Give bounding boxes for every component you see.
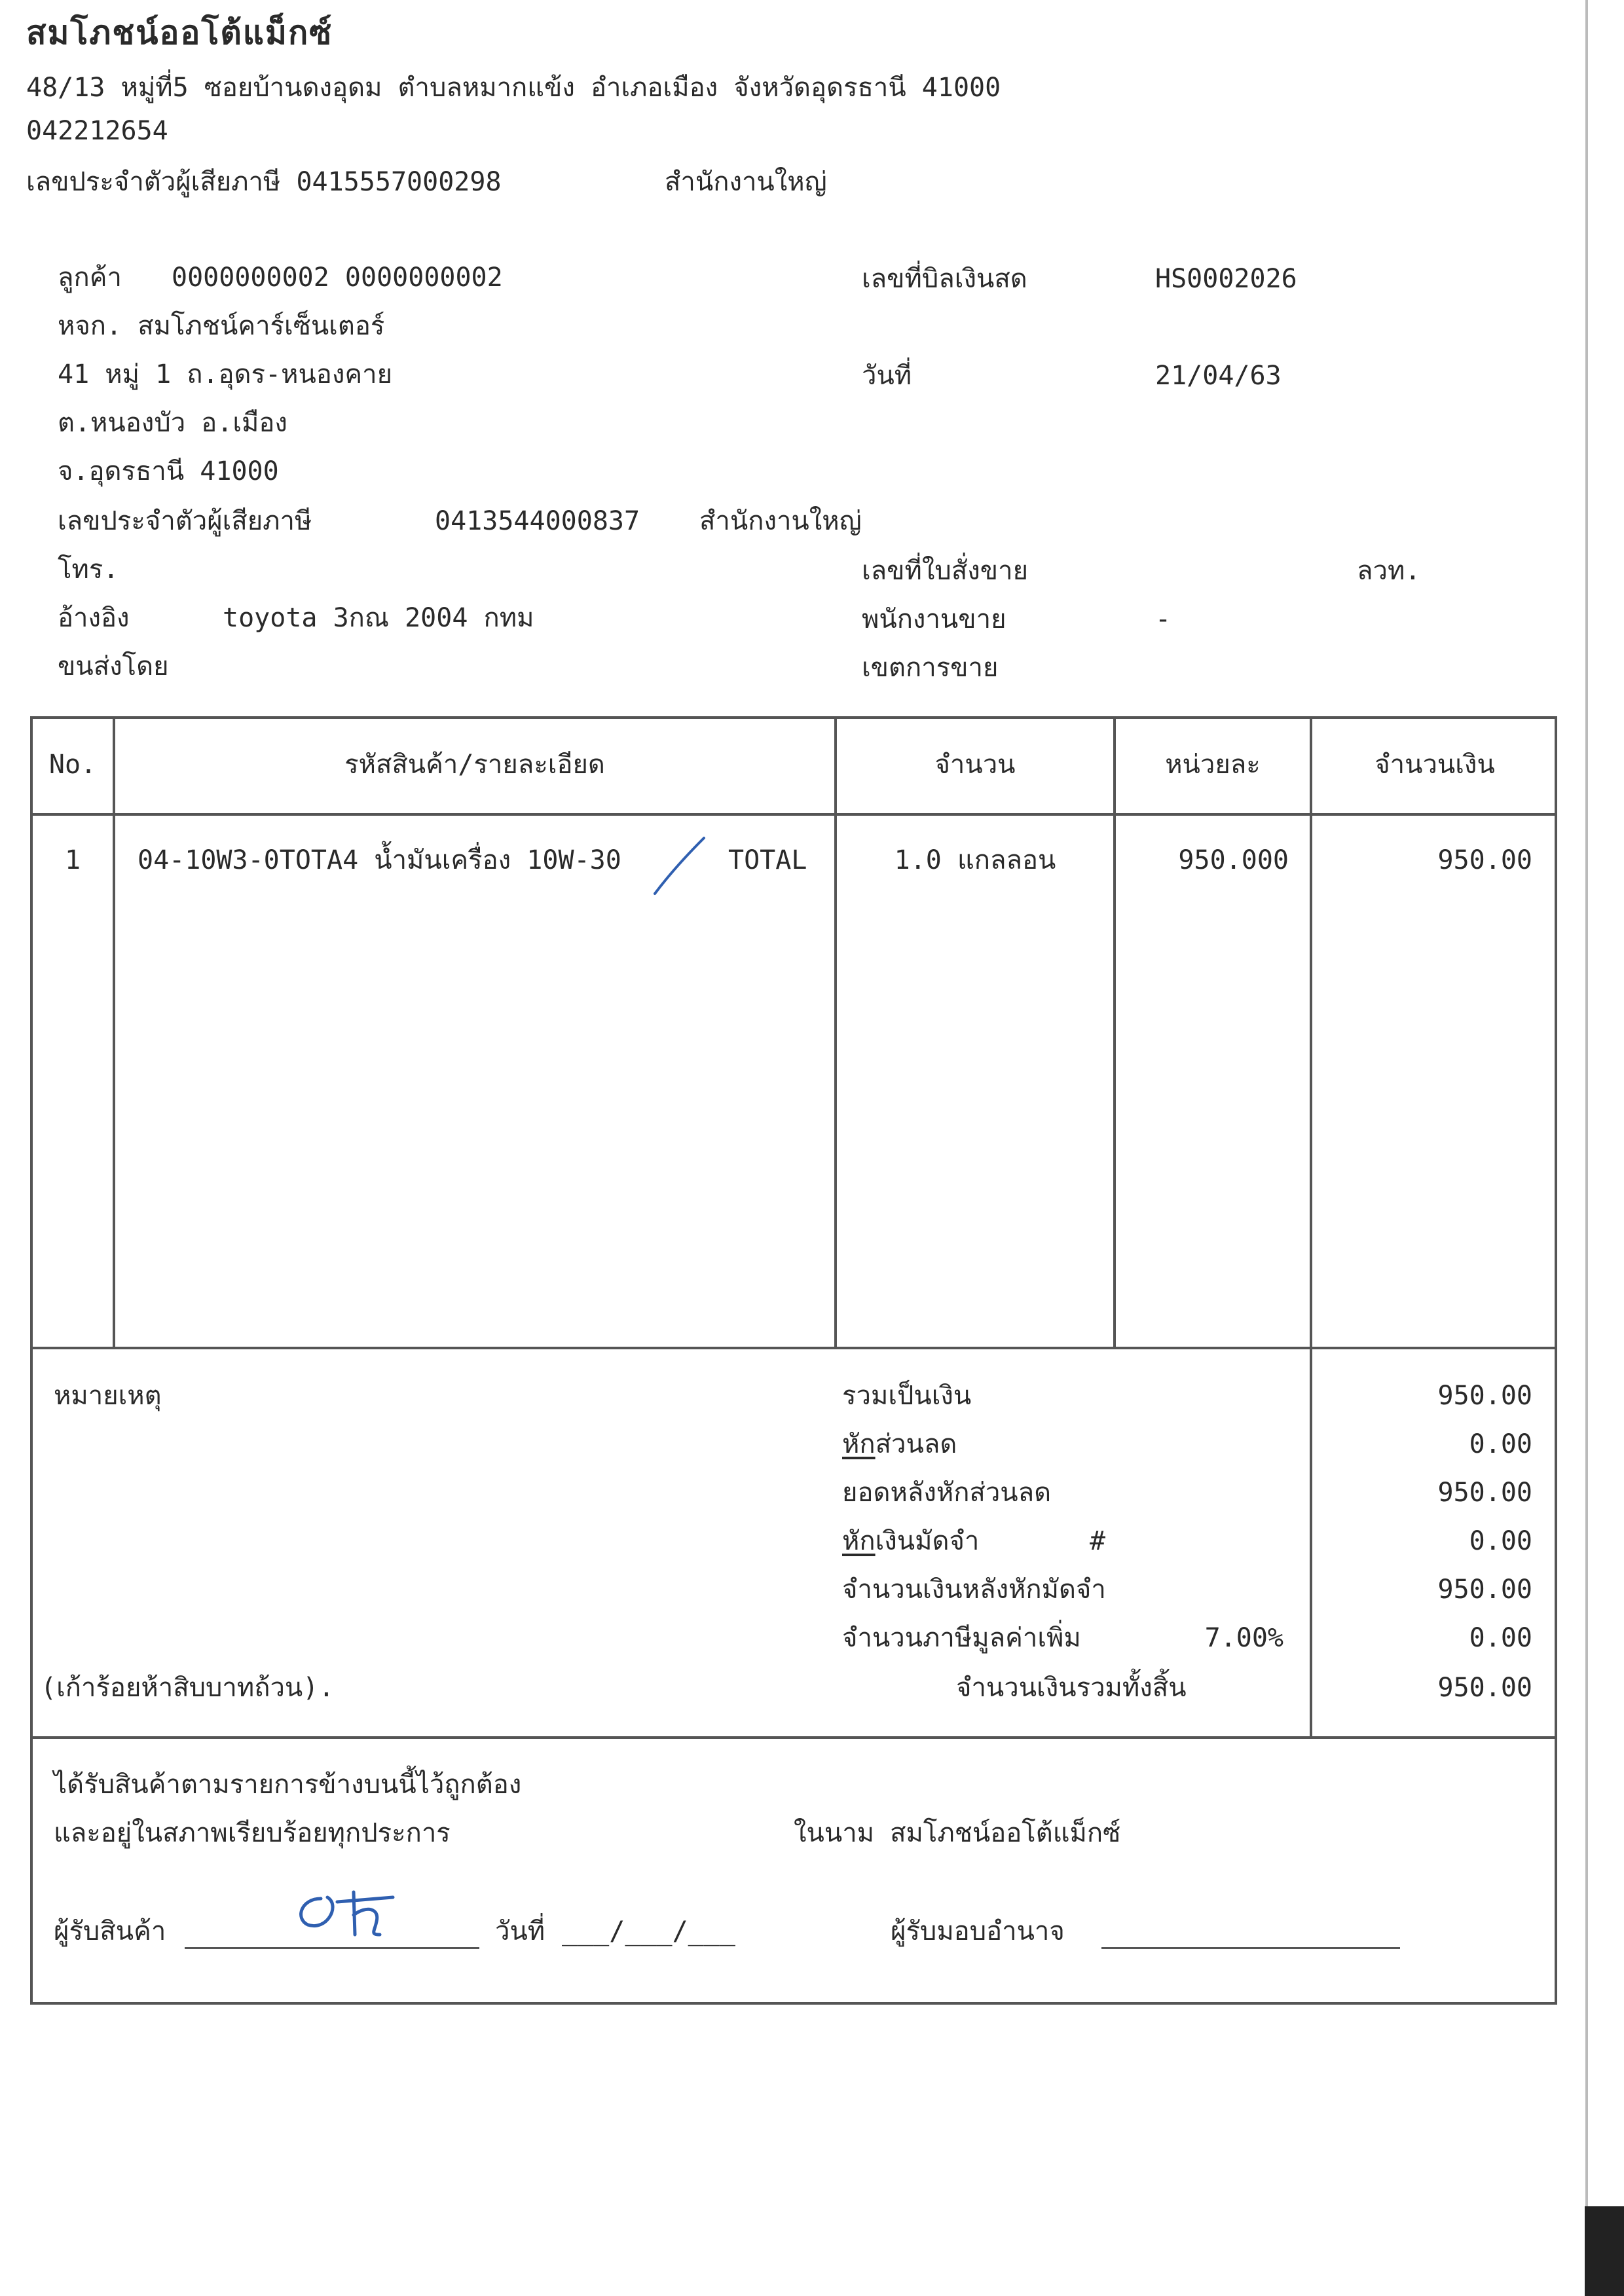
discount-value: 0.00 [1469,1429,1532,1459]
sales-area-label: เขตการขาย [862,653,999,683]
customer-name: หจก. สมโภชน์คาร์เซ็นเตอร์ [58,311,385,341]
vat-rate: 7.00% [1204,1623,1283,1653]
row-quantity: 1.0 แกลลอน [894,845,1056,875]
sales-order-label: เลขที่ใบสั่งขาย [862,556,1029,586]
row-no: 1 [64,845,81,875]
receiver-signature [288,1879,406,1944]
header-amount: จำนวนเงิน [1375,750,1495,780]
row-amount: 950.00 [1437,845,1532,875]
after-discount-value: 950.00 [1437,1478,1532,1508]
row-product-code: 04-10W3-0TOTA4 น้ำมันเครื่อง 10W-30 [138,845,621,875]
remark-label: หมายเหตุ [54,1381,162,1411]
scan-edge-shadow [1585,2206,1624,2296]
received-statement-1: ได้รับสินค้าตามรายการข้างบนนี้ไว้ถูกต้อง [54,1770,522,1800]
header-no: No. [48,750,97,780]
company-branch: สำนักงานใหญ่ [665,167,827,197]
summary-divider [30,1736,1557,1739]
salesperson-label: พนักงานขาย [862,604,1006,634]
pen-checkmark [648,831,714,897]
customer-address-2: ต.หนองบัว อ.เมือง [58,408,287,438]
on-behalf-of: ในนาม สมโภชน์ออโต้แม็กซ์ [794,1818,1121,1848]
bill-date-value: 21/04/63 [1155,361,1282,391]
customer-address-1: 41 หมู่ 1 ถ.อุดร-หนองคาย [58,359,393,390]
after-deposit-label: จำนวนเงินหลังหักมัดจำ [842,1575,1106,1605]
bill-number-label: เลขที่บิลเงินสด [862,264,1027,294]
subtotal-value: 950.00 [1437,1381,1532,1411]
bill-number-value: HS0002026 [1155,264,1297,294]
amount-in-words: (เก้าร้อยห้าสิบบาทถ้วน). [41,1673,335,1703]
after-discount-label: ยอดหลังหักส่วนลด [842,1478,1052,1508]
col-divider-3 [1113,716,1116,1349]
company-name: สมโภชน์ออโต้แม็กซ์ [26,14,333,52]
sales-order-value: ลวท. [1357,556,1421,586]
customer-code: 0000000002 0000000002 [172,263,503,293]
company-tax-id: เลขประจำตัวผู้เสียภาษี 0415557000298 [26,167,502,197]
items-table-frame [30,716,1557,2005]
authorized-signature-line [1101,1947,1400,1949]
deposit-value: 0.00 [1469,1526,1532,1556]
row-unit-price: 950.000 [1178,845,1289,875]
after-deposit-value: 950.00 [1437,1575,1532,1605]
customer-tax-label: เลขประจำตัวผู้เสียภาษี [58,506,312,536]
company-address: 48/13 หมู่ที่5 ซอยบ้านดงอุดม ตำบลหมากแข้ง อำเภอเมือง จังหวัดอุดรธานี 41000 [26,73,1001,103]
vat-label: จำนวนภาษีมูลค่าเพิ่ม [842,1623,1081,1653]
header-quantity: จำนวน [934,750,1016,780]
header-unit-price: หน่วยละ [1165,750,1261,780]
customer-phone-label: โทร. [58,555,119,585]
receive-date-blank: ___/___/___ [562,1916,735,1946]
reference-value: toyota 3กณ 2004 กทม [223,603,534,633]
scan-edge-line [1585,0,1588,2296]
received-statement-2: และอยู่ในสภาพเรียบร้อยทุกประการ [54,1818,451,1848]
grand-total-value: 950.00 [1437,1673,1532,1703]
receiver-signature-line [185,1947,479,1949]
customer-address-3: จ.อุดรธานี 41000 [58,456,279,486]
authorized-label: ผู้รับมอบอำนาจ [891,1916,1065,1946]
salesperson-value: - [1155,604,1172,634]
vat-value: 0.00 [1469,1623,1532,1653]
receiver-label: ผู้รับสินค้า [54,1916,166,1946]
customer-branch: สำนักงานใหญ่ [699,506,862,536]
customer-label: ลูกค้า [58,263,122,293]
row-brand: TOTAL [728,845,807,875]
receive-date-label: วันที่ [495,1916,545,1946]
customer-tax-id: 0413544000837 [435,506,640,536]
deposit-label: หักเงินมัดจำ [842,1526,980,1556]
deposit-ref: # [1090,1526,1106,1556]
col-divider-2 [834,716,837,1349]
table-body-divider [30,1347,1557,1349]
company-phone: 042212654 [26,116,168,146]
discount-label: หักส่วนลด [842,1429,957,1459]
grand-total-label: จำนวนเงินรวมทั้งสิ้น [956,1673,1187,1703]
shipping-label: ขนส่งโดย [58,651,169,682]
bill-date-label: วันที่ [862,361,912,391]
header-description: รหัสสินค้า/รายละเอียด [344,750,605,780]
table-header-divider [30,813,1557,816]
col-divider-1 [113,716,115,1349]
subtotal-label: รวมเป็นเงิน [842,1381,972,1411]
reference-label: อ้างอิง [58,603,130,633]
